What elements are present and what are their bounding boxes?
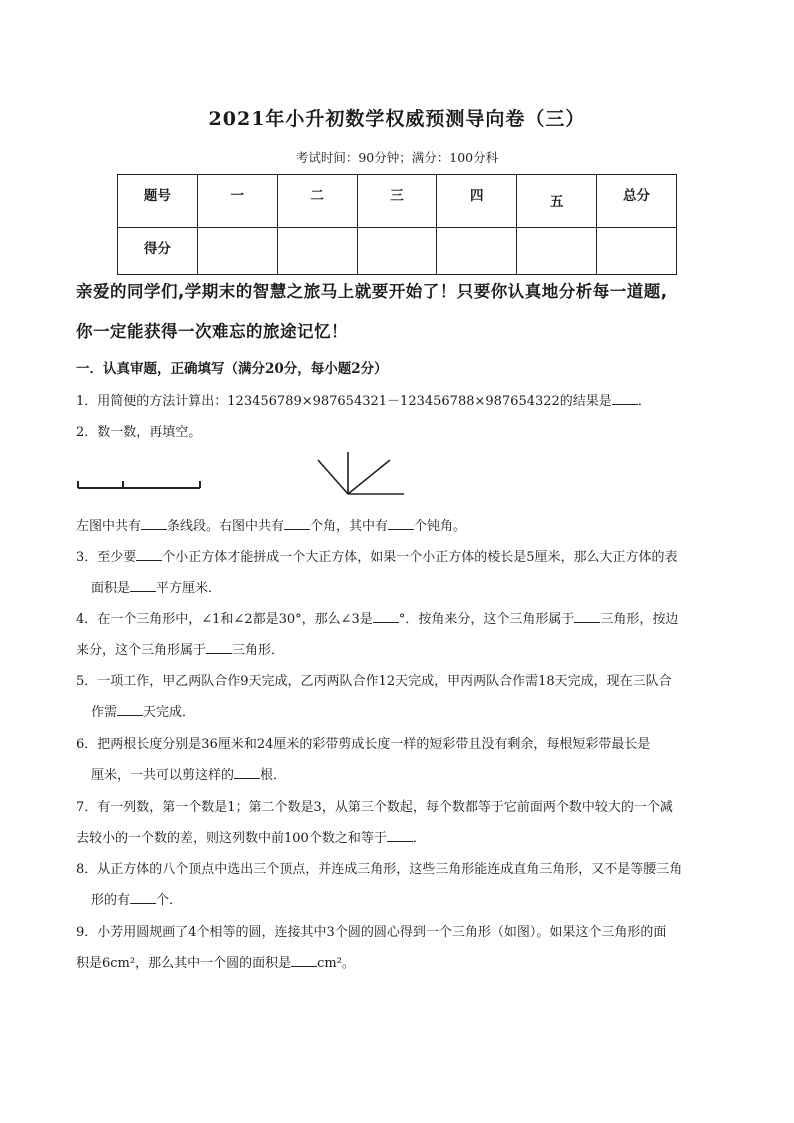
answer-blank [387, 829, 413, 842]
question-2-blanks [76, 515, 466, 534]
question-4-cont [76, 639, 284, 658]
question-text: 厘米，一共可以剪这样的 [91, 768, 235, 783]
question-text: 6．把两根长度分别是36厘米和24厘米的彩带剪成长度一样的短彩带且没有剩余，每根短彩带最长是 [76, 737, 651, 752]
question-text: 5．一项工作，甲乙两队合作9天完成，乙丙两队合作12天完成，甲丙两队合作需18天完成，现在三队合 [76, 674, 672, 689]
question-text: 去较小的一个数的差，则这列数中前100个数之和等于 [76, 831, 387, 846]
question-text: 2．数一数，再填空。 [76, 425, 202, 440]
header-cell: 二 [277, 175, 357, 228]
question-text: cm²。 [317, 956, 355, 971]
score-cell [277, 228, 357, 275]
question-text: 积是6cm²，那么其中一个圆的面积是 [76, 956, 292, 971]
question-text: 个小正方体才能拼成一个大正方体，如果一个小正方体的棱长是5厘米，那么大正方体的表 [162, 550, 678, 565]
question-5-cont [91, 701, 195, 720]
question-text: 4．在一个三角形中，∠1和∠2都是30°，那么∠3是 [76, 612, 373, 627]
question-text: 个角，其中有 [310, 519, 389, 534]
question-text: ． [637, 394, 651, 409]
header-cell: 五 [517, 175, 597, 228]
exam-info: 考试时间：90分钟；满分：100分科 [295, 150, 499, 165]
header-cell: 三 [357, 175, 437, 228]
question-text: 平方厘米． [156, 581, 222, 596]
header-cell: 总分 [597, 175, 677, 228]
score-table [117, 174, 677, 275]
score-row-label: 得分 [118, 228, 198, 275]
score-cell [437, 228, 517, 275]
question-text: 9．小芳用圆规画了4个相等的圆，连接其中3个圆的圆心得到一个三角形（如图）。如果这个三角形的面 [76, 925, 667, 940]
question-text: ． [412, 831, 426, 846]
line-segment-figure [78, 481, 200, 488]
question-text: 根． [260, 768, 287, 783]
question-3-cont [91, 577, 221, 596]
question-text: 条线段。右图中共有 [167, 519, 285, 534]
question-8 [76, 858, 682, 877]
header-cell: 一 [197, 175, 277, 228]
question-text: 来分，这个三角形属于 [76, 643, 207, 658]
score-cell [197, 228, 277, 275]
answer-blank [291, 954, 317, 967]
score-table-score-row [118, 228, 677, 275]
answer-blank [141, 517, 167, 530]
question-9-cont [76, 952, 355, 971]
answer-blank [388, 517, 414, 530]
question-text: 1．用简便的方法计算出：123456789×987654321－123456788×987654322的结果是 [76, 394, 612, 409]
question-text: 8．从正方体的八个顶点中选出三个顶点，并连成三角形，这些三角形能连成直角三角形，又不是等腰三角 [76, 862, 683, 877]
answer-blank [136, 548, 162, 561]
header-cell: 题号 [118, 175, 198, 228]
question-7-cont [76, 827, 426, 846]
answer-blank [373, 610, 399, 623]
answer-blank [574, 610, 600, 623]
question-text: 3．至少要 [76, 550, 137, 565]
question-text: 作需 [91, 705, 118, 720]
question-4 [76, 608, 678, 627]
score-cell [517, 228, 597, 275]
question-7 [76, 796, 673, 815]
answer-blank [117, 703, 143, 716]
question-text: 形的有 [91, 893, 131, 908]
question-text: 面积是 [91, 581, 131, 596]
answer-blank [130, 891, 156, 904]
question-text: 个钝角。 [414, 519, 467, 534]
question-9 [76, 921, 666, 940]
answer-blank [612, 392, 638, 405]
question-6 [76, 733, 650, 752]
page-title: 2021年小升初数学权威预测导向卷（三） [208, 108, 586, 130]
question-2 [76, 421, 201, 440]
question-text: 天完成． [143, 705, 196, 720]
score-cell [357, 228, 437, 275]
answer-blank [206, 641, 232, 654]
question-5 [76, 670, 672, 689]
angle-figure [318, 452, 404, 494]
header-cell: 四 [437, 175, 517, 228]
question-text: 个． [156, 893, 183, 908]
question-6-cont [91, 764, 286, 783]
question-text: 三角形． [232, 643, 285, 658]
score-table-header-row [118, 175, 677, 228]
question-text: 7．有一列数，第一个数是1；第二个数是3，从第三个数起，每个数都等于它前面两个数中较大的一个减 [76, 800, 673, 815]
question-3 [76, 546, 678, 565]
score-cell [597, 228, 677, 275]
answer-blank [284, 517, 310, 530]
answer-blank [130, 579, 156, 592]
intro-line-1: 亲爱的同学们,学期末的智慧之旅马上就要开始了！只要你认真地分析每一道题, [76, 282, 668, 301]
question-text: 左图中共有 [76, 519, 142, 534]
section-heading: 一．认真审题，正确填写（满分20分，每小题2分） [76, 361, 388, 377]
answer-blank [234, 766, 260, 779]
question-1 [76, 390, 651, 409]
question-8-cont [91, 889, 182, 908]
intro-line-2: 你一定能获得一次难忘的旅途记忆！ [76, 322, 348, 341]
question-text: 三角形，按边 [600, 612, 679, 627]
question-text: °．按角来分，这个三角形属于 [398, 612, 575, 627]
question-2-figures [70, 446, 430, 501]
